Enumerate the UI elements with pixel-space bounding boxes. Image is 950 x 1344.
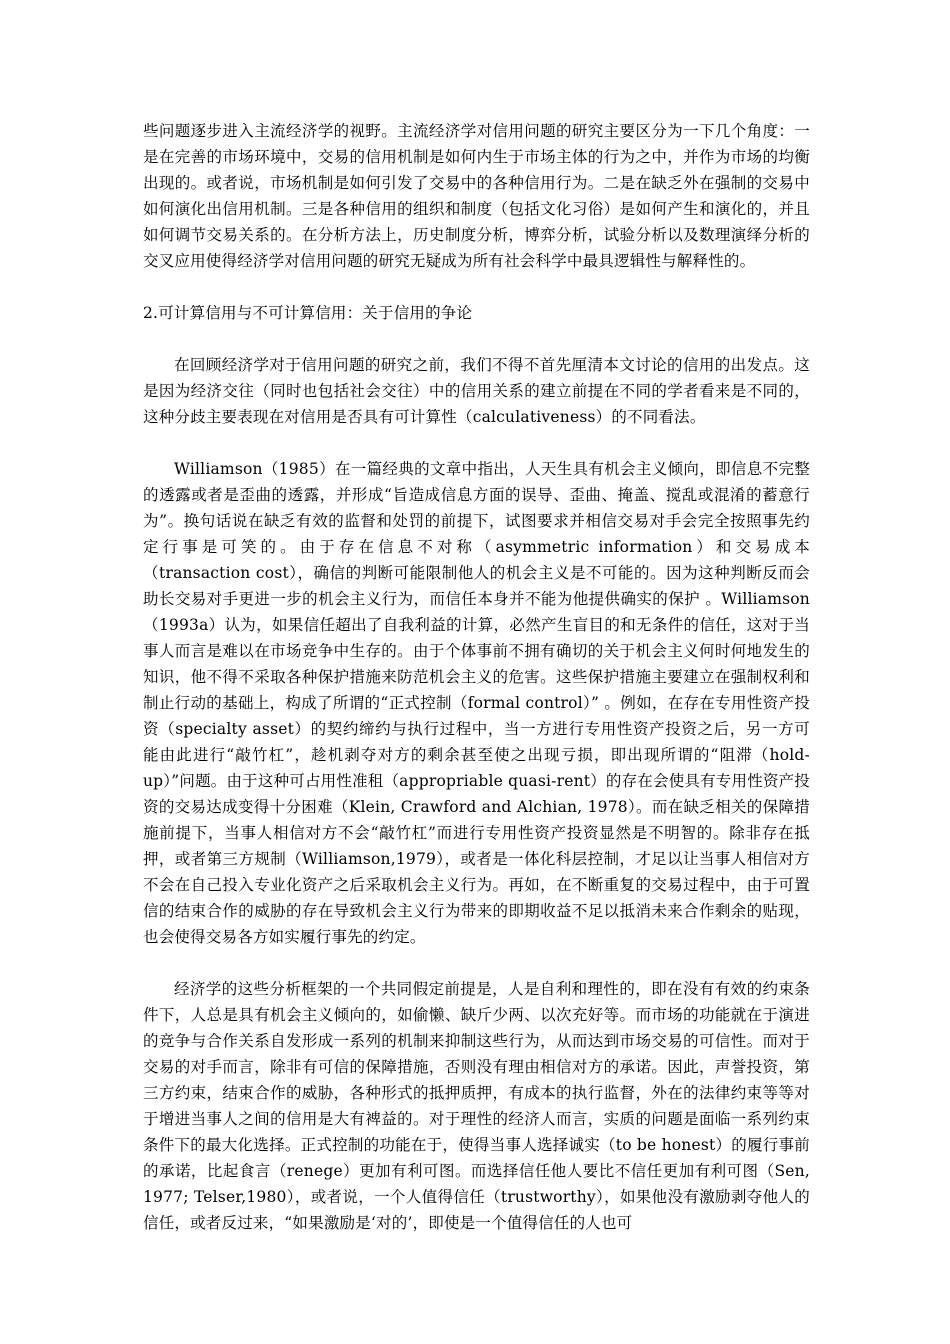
paragraph-3: Williamson（1985）在一篇经典的文章中指出，人天生具有机会主义倾向，即信息不完整的透露或者是歪曲的透露，并形成“旨造成信息方面的误导、歪曲、掩盖、搅乱或混淆的蓄意行为”。换句话说在缺乏有效的监督和处罚的前提下，试图要求并相信交易对手会完全按照事先约定行事是可笑的。由于存在信息不对称（asymmetric information）和交易成本（transaction cost），确信的判断可能限制他人的机会主义是不可能的。因为这种判断反而会助长交易对手更进一步的机会主义行为，而信任本身并不能为他提供确实的保护 。Williamson（1993a）认为，如果信任超出了自我利益的计算，必然产生盲目的和无条件的信任，这对于当事人而言是难以在市场竞争中生存的。由于个体事前不拥有确切的关于机会主义何时何地发生的知识，他不得不采取各种保护措施来防范机会主义的危害。这些保护措施主要建立在强制权利和制止行动的基础上，构成了所谓的“正式控制（formal control）” 。例如，在存在专用性资产投资（specialty asset）的契约缔约与执行过程中，当一方进行专用性资产投资之后，另一方可能由此进行“敲竹杠”，趁机剥夺对方的剩余甚至使之出现亏损，即出现所谓的“阻滞（hold-up）”问题。由于这种可占用性准租（appropriable quasi-rent）的存在会使具有专用性资产投资的交易达成变得十分困难（Klein, Crawford and Alchian, 1978）。而在缺乏相关的保障措施前提下，当事人相信对方不会“敲竹杠”而进行专用性资产投资显然是不明智的。除非存在抵押，或者第三方规制（Williamson,1979），或者是一体化科层控制，才足以让当事人相信对方不会在自己投入专业化资产之后采取机会主义行为。再如，在不断重复的交易过程中，由于可置信的结束合作的威胁的存在导致机会主义行为带来的即期收益不足以抵消未来合作剩余的贴现，也会使得交易各方如实履行事先的约定。 [143,460,811,946]
paragraph-1: 些问题逐步进入主流经济学的视野。主流经济学对信用问题的研究主要区分为一下几个角度：一是在完善的市场环境中，交易的信用机制是如何内生于市场主体的行为之中，并作为市场的均衡出现的。或者说，市场机制是如何引发了交易中的各种信用行为。二是在缺乏外在强制的交易中如何演化出信用机制。三是各种信用的组织和制度（包括文化习俗）是如何产生和演化的，并且如何调节交易关系的。在分析方法上，历史制度分析，博弈分析，试验分析以及数理演绎分析的交叉应用使得经济学对信用问题的研究无疑成为所有社会科学中最具逻辑性与解释性的。 [143,122,810,270]
paragraph-4: 经济学的这些分析框架的一个共同假定前提是，人是自利和理性的，即在没有有效的约束条件下，人总是具有机会主义倾向的，如偷懒、缺斤少两、以次充好等。而市场的功能就在于演进的竞争与合作关系自发形成一系列的机制来抑制这些行为，从而达到市场交易的可信性。而对于交易的对手而言，除非有可信的保障措施，否则没有理由相信对方的承诺。因此，声誉投资，第三方约束，结束合作的威胁，各种形式的抵押质押，有成本的执行监督，外在的法律约束等等对于增进当事人之间的信用是大有裨益的。对于理性的经济人而言，实质的问题是面临一系列约束条件下的最大化选择。正式控制的功能在于，使得当事人选择诚实（to be honest）的履行事前的承诺，比起食言（renege）更加有利可图。而选择信任他人要比不信任更加有利可图（Sen, 1977; Telser,1980），或者说，一个人值得信任（trustworthy），如果他没有激励剥夺他人的信任，或者反过来，“如果激励是‘对的’，即使是一个值得信任的人也可 [143,980,810,1232]
paragraph-2: 在回顾经济学对于信用问题的研究之前，我们不得不首先厘清本文讨论的信用的出发点。这是因为经济交往（同时也包括社会交往）中的信用关系的建立前提在不同的学者看来是不同的，这种分歧主要表现在对信用是否具有可计算性（calculativeness）的不同看法。 [143,356,810,426]
section-heading: 2.可计算信用与不可计算信用：关于信用的争论 [143,304,473,322]
document-body [143,118,810,1262]
